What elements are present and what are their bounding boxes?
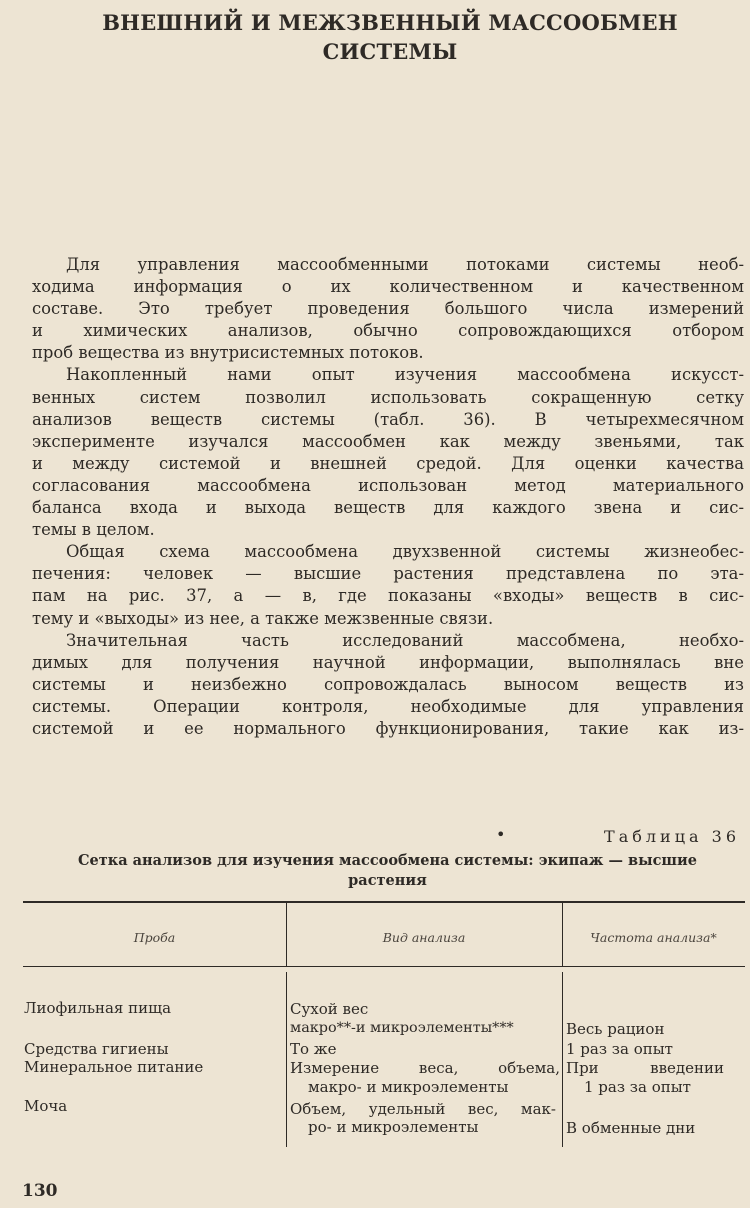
table-cell-analysis: Измерение веса, объема, <box>290 1059 560 1077</box>
table-cell-sample: Моча <box>24 1097 68 1115</box>
table-cell-frequency: В обменные дни <box>566 1119 696 1137</box>
table-number <box>496 825 740 846</box>
body-line: темы в целом. <box>32 520 155 540</box>
body-line: печения: человек — высшие растения представлена по эта- <box>32 564 744 584</box>
table-header-analysis: Вид анализа <box>382 930 466 945</box>
table-caption-line-2: растения <box>348 872 427 889</box>
table-cell-frequency: Весь рацион <box>566 1020 665 1038</box>
table-cell-sample: Лиофильная пища <box>24 999 172 1017</box>
table-cell-analysis: Сухой вес <box>290 1000 369 1018</box>
table-cell-frequency: При введении <box>566 1059 724 1077</box>
table-cell-analysis: макро**-и микроэлементы*** <box>290 1020 514 1036</box>
body-line: системы и неизбежно сопровождалась выносом веществ из <box>32 674 744 694</box>
stray-mark: • <box>496 825 506 844</box>
body-line: Общая схема массообмена двухзвенной системы жизнеобес- <box>66 542 744 562</box>
table-cell-frequency: 1 раз за опыт <box>566 1040 673 1058</box>
body-line: Для управления массообменными потоками системы необ- <box>66 255 744 274</box>
table-number-text: Таблица 36 <box>604 827 740 846</box>
body-line: баланса входа и выхода веществ для каждого звена и сис- <box>32 498 744 518</box>
table-divider <box>562 972 563 1147</box>
table-cell-analysis: ро- и микроэлементы <box>308 1118 479 1136</box>
table-cell-analysis: Объем, удельный вес, мак- <box>290 1100 556 1118</box>
table-cell-sample: Минеральное питание <box>24 1058 204 1076</box>
body-line: пам на рис. 37, а — в, где показаны «входы» веществ в сис- <box>32 586 744 606</box>
table-header-frequency: Частота анализа* <box>590 930 717 945</box>
table-header-rule <box>23 966 745 967</box>
table-top-rule <box>23 901 745 903</box>
body-line: Значительная часть исследований массобмена, необхо- <box>66 630 744 650</box>
table-cell-sample: Средства гигиены <box>24 1040 169 1058</box>
body-line: тему и «выходы» из нее, а также межзвенные связи. <box>32 608 494 628</box>
body-line: Накопленный нами опыт изучения массообмена искусст- <box>66 365 744 385</box>
title-line-2: СИСТЕМЫ <box>322 39 458 64</box>
body-line: системы. Операции контроля, необходимые для управления <box>32 696 744 716</box>
body-line: анализов веществ системы (табл. 36). В четырехмесячном <box>32 409 744 429</box>
body-line: и между системой и внешней средой. Для оценки качества <box>32 453 744 473</box>
page-number: 130 <box>22 1181 58 1201</box>
body-text <box>32 254 744 740</box>
body-line: димых для получения научной информации, выполнялась вне <box>32 652 744 672</box>
body-line: венных систем позволил использовать сокращенную сетку <box>32 387 744 407</box>
body-line: системой и ее нормального функционирования, такие как из- <box>32 718 744 738</box>
body-line: проб вещества из внутрисистемных потоков. <box>32 343 424 363</box>
table-divider <box>286 972 287 1147</box>
table-cell-frequency: 1 раз за опыт <box>584 1078 691 1096</box>
body-line: эксперименте изучался массообмен как между звеньями, так <box>32 431 744 451</box>
table-cell-analysis: макро- и микроэлементы <box>308 1078 509 1096</box>
body-line: ходима информация о их количественном и качественном <box>32 277 744 297</box>
title-line-1: ВНЕШНИЙ И МЕЖЗВЕННЫЙ МАССООБМЕН <box>102 10 678 35</box>
table-caption <box>30 851 745 891</box>
body-line: составе. Это требует проведения большого числа измерений <box>32 299 744 319</box>
body-line: и химических анализов, обычно сопровождающихся отбором <box>32 321 744 341</box>
table-caption-line-1: Сетка анализов для изучения массообмена системы: экипаж — высшие <box>78 852 697 869</box>
table-header-sample: Проба <box>133 930 176 945</box>
page-title <box>60 8 720 66</box>
body-line: согласования массообмена использован метод материального <box>32 475 744 495</box>
table-cell-analysis: То же <box>290 1040 337 1058</box>
